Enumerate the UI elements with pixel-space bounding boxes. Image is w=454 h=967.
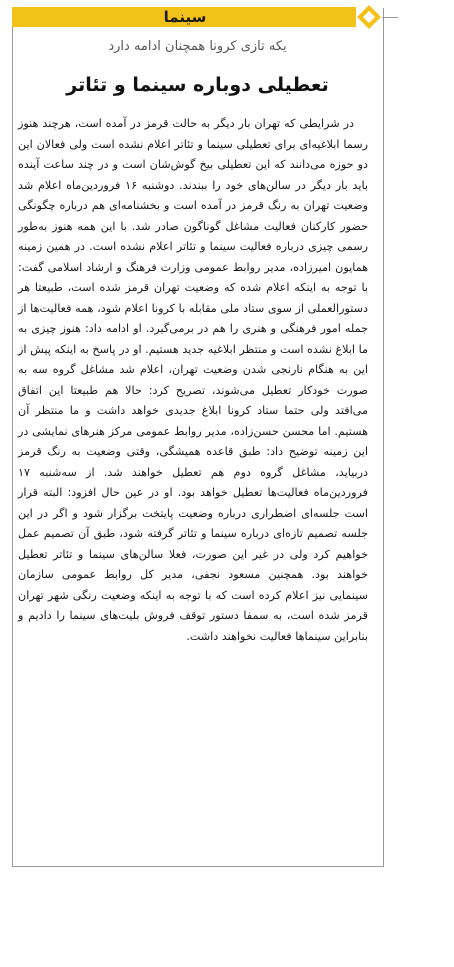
header-rule bbox=[382, 17, 398, 18]
article-kicker: یکه تازی کرونا همچنان ادامه دارد bbox=[108, 39, 287, 54]
article-body: در شرایطی که تهران بار دیگر به حالت قرمز در آمده است، هرچند هنوز رسما ابلاغیه‌ای برای تعطیلی سینما و تئاتر اعلام نشده است ولی فعالان این دو حوزه می‌دانند که این تعطیلی بیخ گوش‌شان است و در چند ساعت آینده باید بار دیگر در سالن‌های خود را ببندند. دوشنبه ۱۶ فروردین‌ماه اعلام شد وضعیت تهران به رنگ قرمز در آمده است و بخشنامه‌ای هم درباره چگونگی حضور کارکنان فعالیت مشاغل گوناگون صادر شد. با این همه هنوز به‌طور رسمی چیزی درباره فعالیت سینما و تئاتر اعلام نشده است. در همین زمینه همایون امیرزاده، مدیر روابط عمومی وزارت فرهنگ و ارشاد اسلامی گفت: با توجه به اینکه اعلام شده که وضعیت تهران قرمز شده است، طبیعتا هر دستورالعملی از سوی ستاد ملی مقابله با کرونا اعلام شود، همه فعالیت‌ها از جمله امور فرهنگی و هنری را هم در برمی‌گیرد. او ادامه داد: هنوز چیزی به ما ابلاغ نشده است و منتظر ابلاغیه جدید هستیم. او در پاسخ به اینکه پیش از این به هنگام نارنجی شدن وضعیت تهران، اعلام شد مشاغل گروه سه به صورت خودکار تعطیل می‌شوند، تصریح کرد: حالا هم طبیعتا این اتفاق می‌افتد ولی حتما ستاد کرونا ابلاغ جدیدی خواهد داشت و ما منتظر آن هستیم. اما محسن حسن‌زاده، مدیر روابط عمومی مرکز هنرهای نمایشی در این زمینه توضیح داد: طبق قاعده همیشگی، وقتی وضعیت به رنگ قرمز دربیاید، مشاغل گروه دوم هم تعطیل خواهند شد. از سه‌شنبه ۱۷ فروردین‌ماه فعالیت‌ها تعطیل خواهد بود. او در عین حال افزود: البته قرار است جلسه‌ای اضطراری درباره وضعیت پایتخت برگزار شود و اگر در این جلسه تصمیم تازه‌ای درباره سینما و تئاتر گرفته شود، طبق آن تصمیم عمل خواهیم کرد ولی در غیر این صورت، فعلا سالن‌های سینما و تئاتر تعطیل خواهند بود. همچنین مسعود نجفی، مدیر کل روابط عمومی سازمان سینمایی نیز اعلام کرده است که با توجه به اینکه وضعیت رنگی شهر تهران قرمز شده است، به سمفا دستور توقف فروش بلیت‌های سینما را دادیم و بنابراین سینماها فعالیت نخواهند داشت. bbox=[18, 117, 368, 643]
section-label: سینما bbox=[163, 8, 207, 26]
article-headline: تعطیلی دوباره سینما و تئاتر bbox=[66, 74, 329, 96]
diamond-icon bbox=[356, 4, 382, 30]
section-header bbox=[12, 7, 358, 27]
